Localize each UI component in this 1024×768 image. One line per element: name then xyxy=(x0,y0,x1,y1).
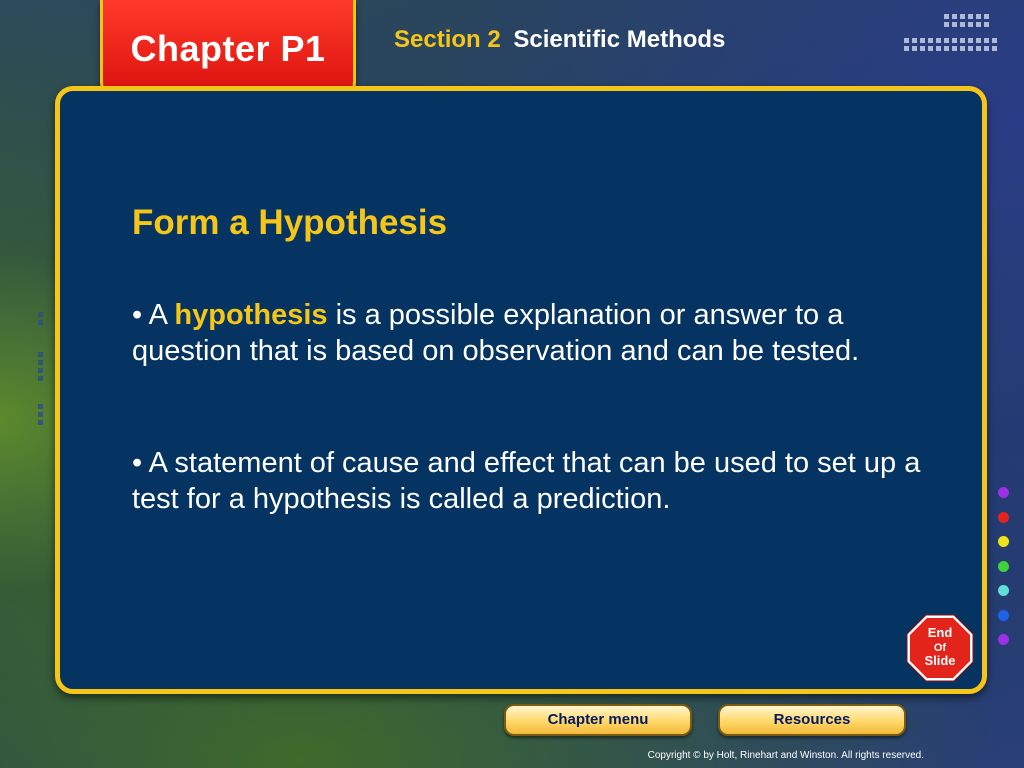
decorative-square-pattern-left xyxy=(38,312,50,432)
yellow-dot xyxy=(998,536,1009,547)
green-dot xyxy=(998,561,1009,572)
end-sign-line2: Of xyxy=(933,642,947,654)
chapter-label: Chapter P1 xyxy=(130,28,326,69)
decorative-square-pattern-top xyxy=(902,14,1002,54)
section-header xyxy=(394,26,725,54)
purple-dot xyxy=(998,634,1009,645)
cyan-dot xyxy=(998,585,1009,596)
bullet1-text: is a possible explanation or answer to a question that is based on observation and can be tested. xyxy=(132,299,860,367)
copyright-text: Copyright © by Holt, Rinehart and Winston. All rights reserved. xyxy=(647,750,924,761)
purple-dot xyxy=(998,487,1009,498)
bullet-hypothesis xyxy=(132,297,922,369)
content-panel xyxy=(55,86,987,694)
end-sign-line3: Slide xyxy=(924,653,956,668)
end-of-slide-stop-sign-icon[interactable] xyxy=(906,614,974,682)
slide-title: Form a Hypothesis xyxy=(132,203,448,242)
section-title: Scientific Methods xyxy=(513,26,726,53)
section-number: Section 2 xyxy=(394,26,501,53)
resources-button[interactable]: Resources xyxy=(718,704,906,736)
blue-dot xyxy=(998,610,1009,621)
key-term-hypothesis: hypothesis xyxy=(174,299,328,331)
decorative-color-dots xyxy=(998,487,1009,659)
end-sign-line1: End xyxy=(927,625,953,640)
bullet-prediction: • A statement of cause and effect that can be used to set up a test for a hypothesis is called a prediction. xyxy=(132,447,921,515)
bullet1-prefix: • A xyxy=(132,299,175,331)
chapter-menu-button[interactable]: Chapter menu xyxy=(504,704,692,736)
red-dot xyxy=(998,512,1009,523)
